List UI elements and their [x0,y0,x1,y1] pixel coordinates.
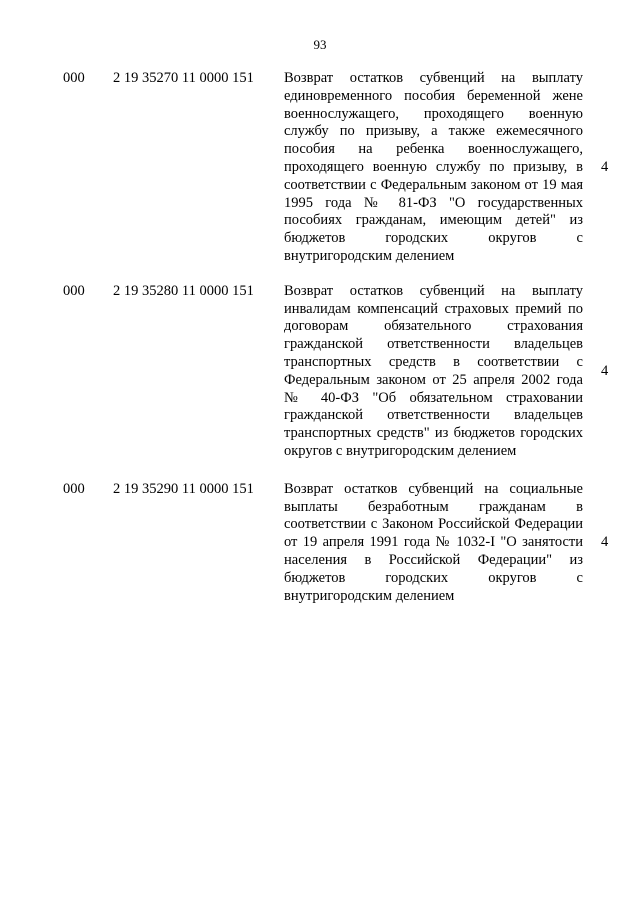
classification-table [0,70,640,622]
admin-code-cell: 000 [63,480,85,497]
table-row [0,283,640,461]
admin-code-cell: 000 [63,70,85,86]
amount-cell: 4 [601,362,609,379]
description-cell: Возврат остатков субвенций на выплату единовременного пособия беременной жене военнослужащего, проходящего военную службу по призыву, а также ежемесячного пособия на ребенка военнослужащего, проходящего военную службу по призыву, в соответствии с Федеральным законом от 19 мая 1995 года № 81-ФЗ "О государственных пособиях гражданам, имеющим детей" из бюджетов городских округов с внутригородским делением [284,70,583,264]
amount-cell: 4 [601,534,609,551]
table-row [0,70,640,266]
page-number: 93 [313,37,327,52]
revenue-code-cell: 2 19 35280 11 0000 151 [113,282,254,299]
revenue-code-cell: 2 19 35270 11 0000 151 [113,70,254,86]
admin-code-cell: 000 [63,282,85,299]
amount-cell: 4 [601,158,609,175]
description-cell: Возврат остатков субвенций на выплату инвалидам компенсаций страховых премий по договорам обязательного страхования гражданской ответственности владельцев транспортных средств в соответствии с Федеральным законом от 25 апреля 2002 года № 40-ФЗ "Об обязательном страховании гражданской ответственности владельцев транспортных средств" из бюджетов городских округов с внутригородским делением [284,282,583,459]
revenue-code-cell: 2 19 35290 11 0000 151 [113,480,254,497]
table-row [0,481,640,606]
description-cell: Возврат остатков субвенций на социальные выплаты безработным гражданам в соответствии с Законом Российской Федерации от 19 апреля 1991 года № 1032-I "О занятости населения в Российской Федерации" из бюджетов городских округов с внутригородским делением [284,480,583,604]
